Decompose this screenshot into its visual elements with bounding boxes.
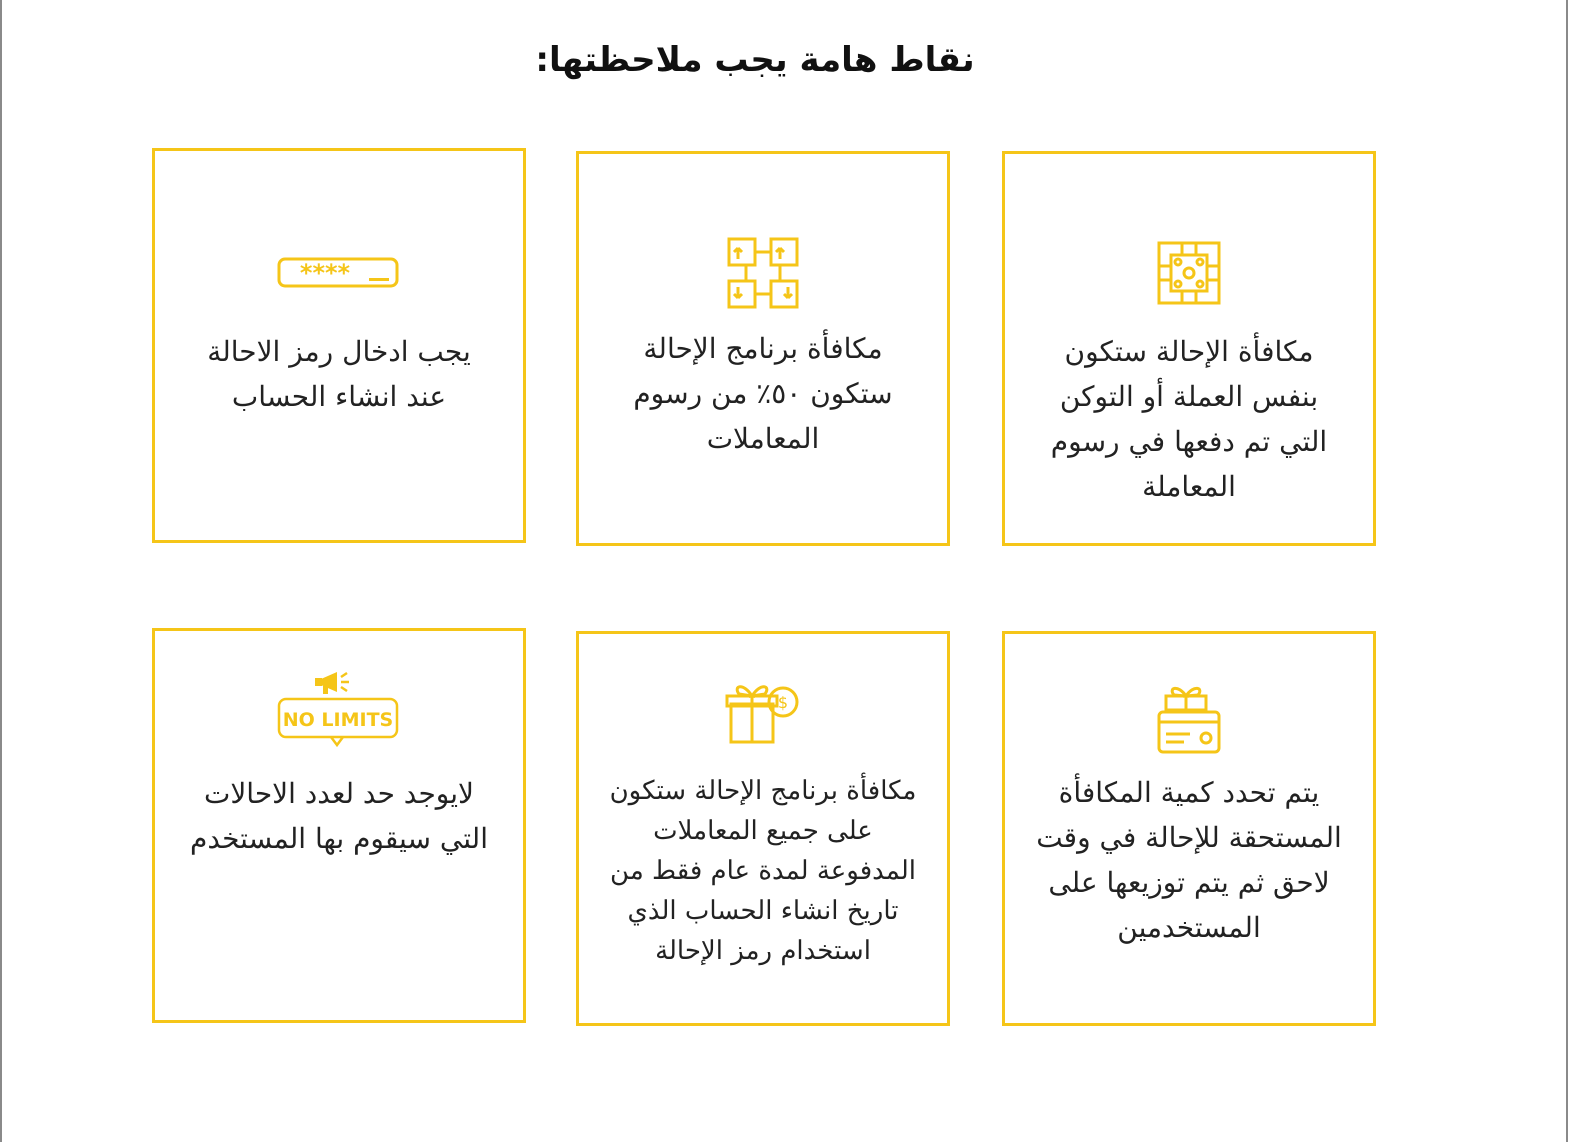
card-text: يجب ادخال رمز الاحالة عند انشاء الحساب xyxy=(207,335,471,413)
circuit-chip-icon xyxy=(1005,240,1373,306)
info-card-reward-currency xyxy=(1002,151,1376,546)
card-text: يتم تحدد كمية المكافأة المستحقة للإحالة في وقت لاحق ثم يتم توزيعها على المستخدمين xyxy=(1036,776,1342,944)
gift-coin-icon xyxy=(579,674,947,746)
card-text: مكافأة برنامج الإحالة ستكون على جميع المعاملات المدفوعة لمدة عام فقط من تاريخ انشاء الحساب الذي استخدام رمز الإحالة xyxy=(609,776,917,966)
password-mask-text: **** xyxy=(299,259,351,287)
info-card-distribution xyxy=(1002,631,1376,1026)
blockchain-network-icon xyxy=(579,236,947,310)
info-card-referral-code xyxy=(152,148,526,543)
gift-card-icon xyxy=(1005,682,1373,756)
info-card-one-year xyxy=(576,631,950,1026)
card-text: لايوجد حد لعدد الاحالات التي سيقوم بها المستخدم xyxy=(190,777,488,855)
no-limits-text: NO LIMITS xyxy=(282,709,394,731)
svg-text:$: $ xyxy=(777,693,789,712)
page-title: نقاط هامة يجب ملاحظتها: xyxy=(535,40,975,80)
info-card-no-limits xyxy=(152,628,526,1023)
card-text: مكافأة الإحالة ستكون بنفس العملة أو التوكن التي تم دفعها في رسوم المعاملة xyxy=(1050,335,1328,503)
page-edge-right xyxy=(1566,0,1568,1142)
page-edge-left xyxy=(0,0,2,1142)
info-card-fee-share xyxy=(576,151,950,546)
password-field-icon xyxy=(155,256,523,290)
card-text: مكافأة برنامج الإحالة ستكون ٥٠٪ من رسوم المعاملات xyxy=(633,332,893,455)
no-limits-megaphone-icon xyxy=(155,669,523,749)
